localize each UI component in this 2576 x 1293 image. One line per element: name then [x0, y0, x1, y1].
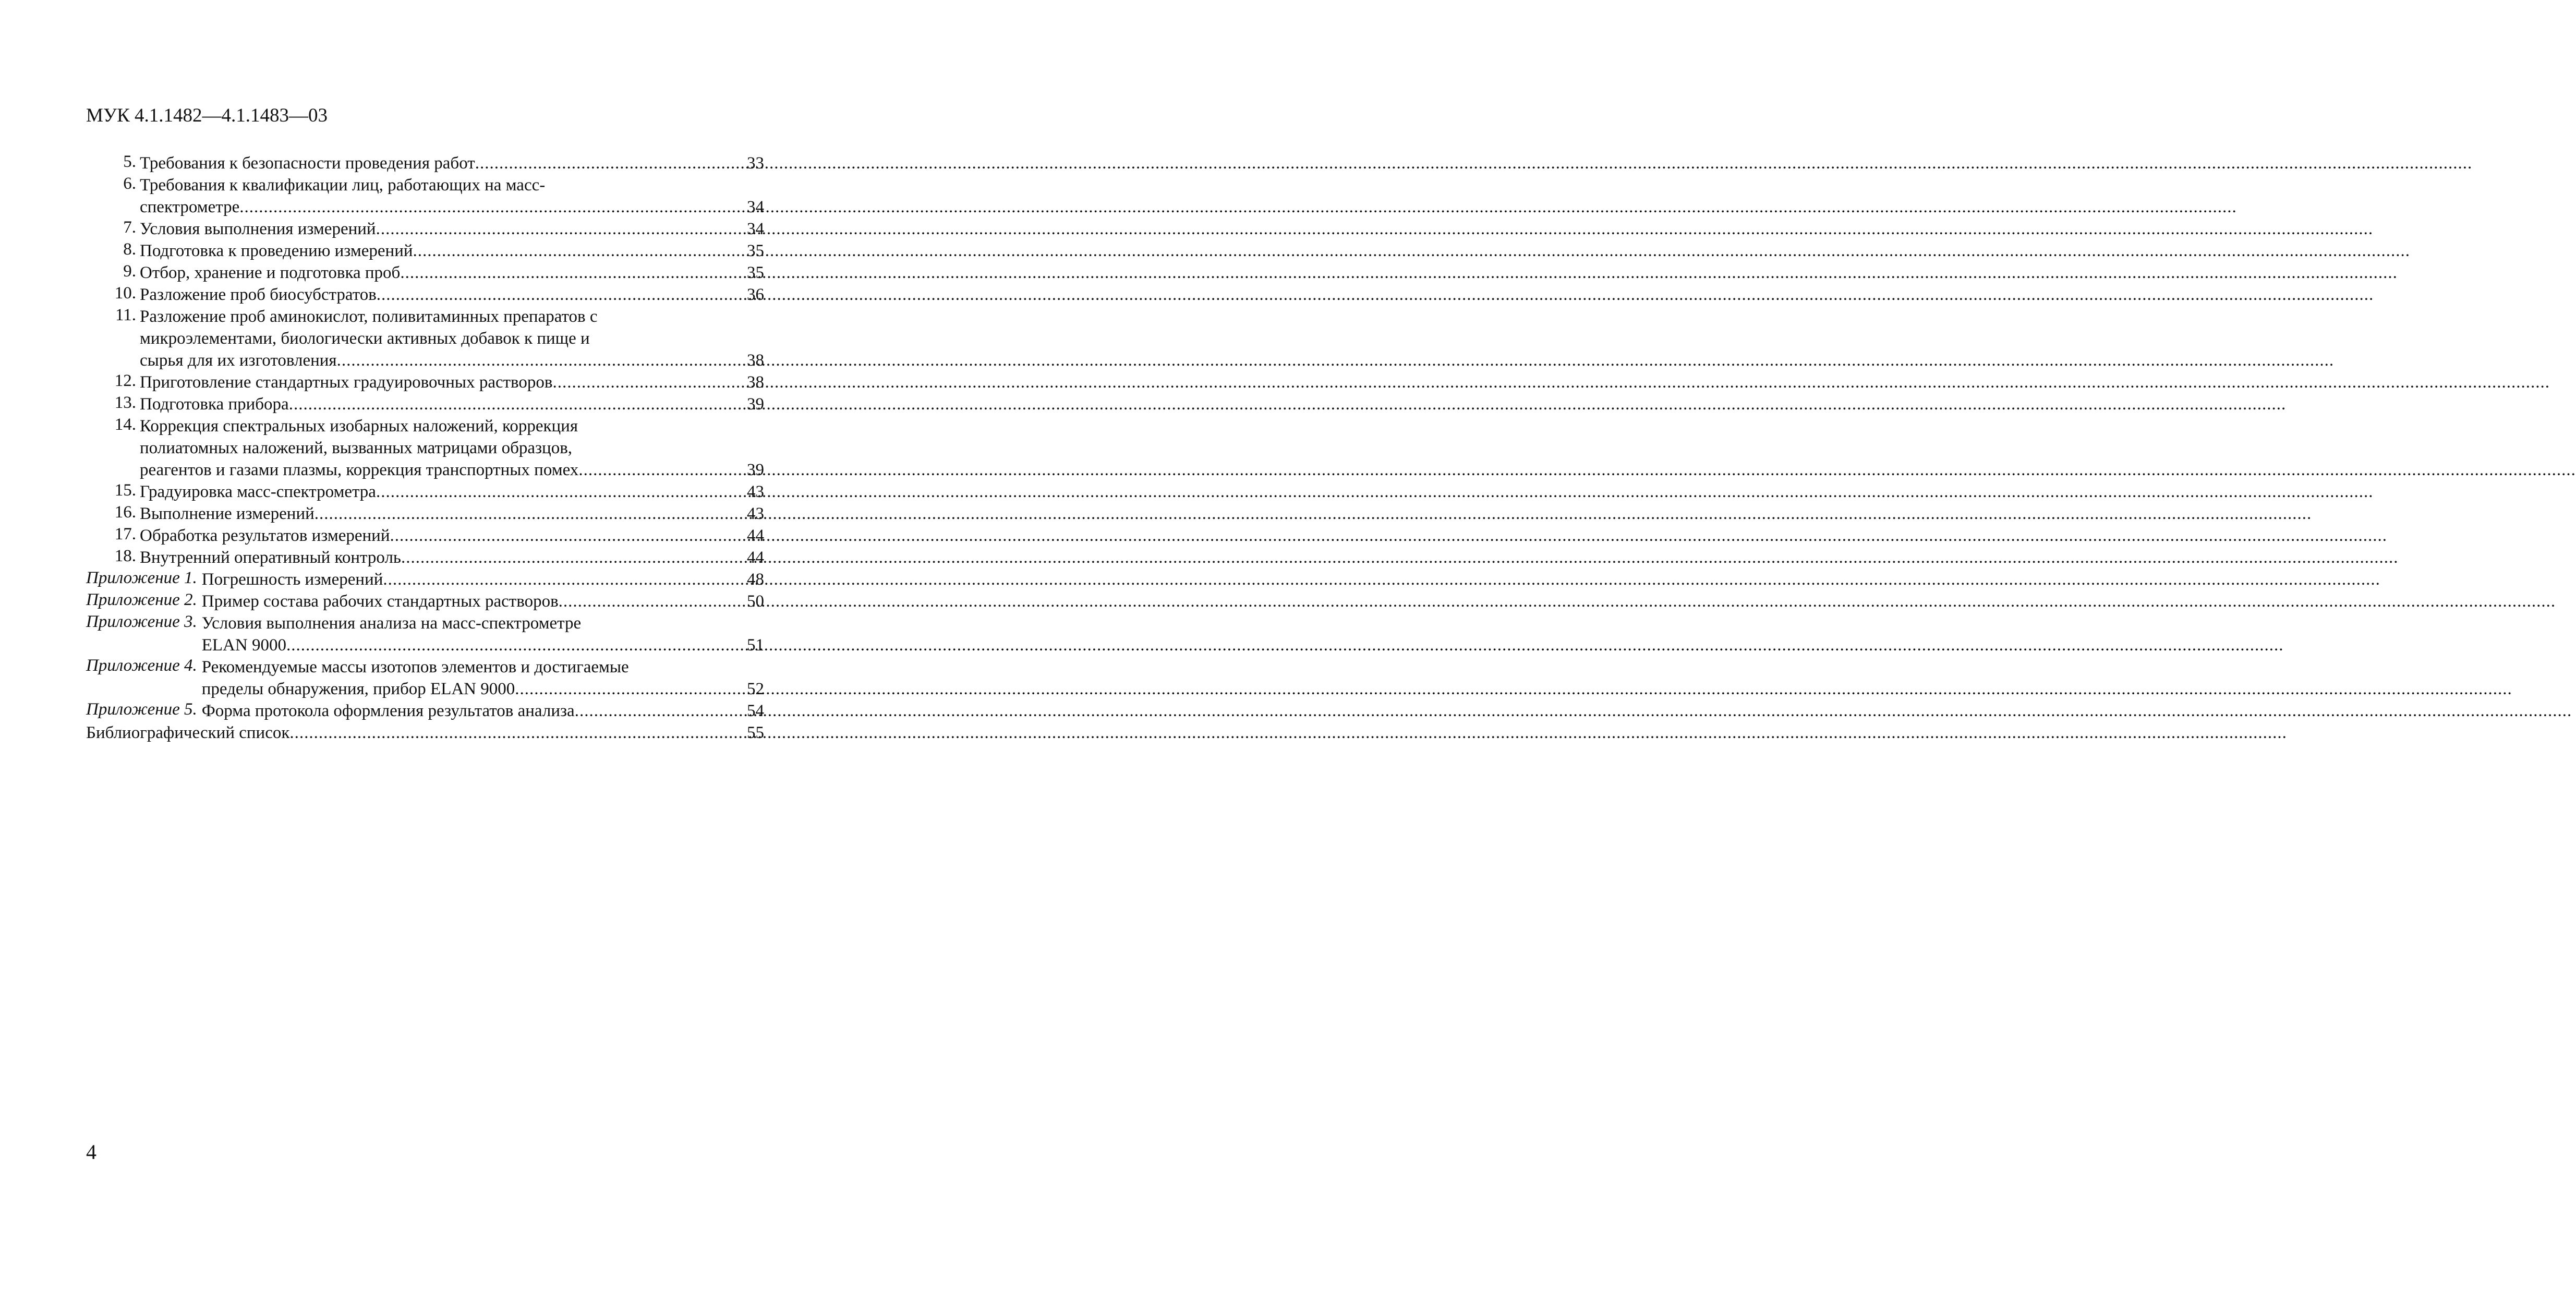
toc-entry-appendix-label: Приложение 4. — [86, 656, 197, 675]
toc-dot-leader — [390, 525, 746, 547]
toc-entry-appendix-label: Приложение 5. — [86, 700, 197, 719]
toc-entry-title: Форма протокола оформления результатов анализа — [201, 702, 575, 720]
toc-entry-number: 18. — [114, 547, 136, 565]
toc-entry — [86, 371, 764, 393]
toc-entry — [86, 503, 764, 525]
toc-dot-leader — [377, 284, 746, 306]
toc-entry-title: сырья для их изготовления — [140, 351, 337, 370]
toc-entry-page: 33 — [747, 154, 764, 173]
toc-dot-leader — [376, 218, 746, 240]
toc-entry-page: 55 — [747, 723, 764, 742]
toc-entry-page: 43 — [747, 482, 764, 501]
toc-dot-leader — [286, 634, 746, 656]
toc-entry-title: Градуировка масс-спектрометра — [140, 482, 376, 501]
toc-entry-page: 39 — [747, 461, 764, 479]
toc-entry-title: Разложение проб биосубстратов — [140, 285, 377, 304]
toc-entry-number: 16. — [114, 503, 136, 522]
toc-entry-page: 38 — [747, 373, 764, 392]
toc-entry-page: 44 — [747, 526, 764, 545]
toc-entry-title: Требования к безопасности проведения работ — [140, 154, 475, 173]
toc-entry-page: 54 — [747, 702, 764, 720]
toc-entry-title: Внутренний оперативный контроль — [140, 548, 401, 567]
toc-entry — [86, 152, 764, 174]
toc-entry-title: Выполнение измерений — [140, 504, 315, 523]
toc-dot-leader — [401, 547, 746, 569]
toc-entry-title: Погрешность измерений — [201, 570, 383, 589]
toc-entry-title: Рекомендуемые массы изотопов элементов и достигаемые — [201, 658, 629, 676]
toc-entry-title: Обработка результатов измерений — [140, 526, 390, 545]
document-header: МУК 4.1.1482—4.1.1483—03 — [86, 105, 328, 126]
toc-entry-page: 35 — [747, 263, 764, 282]
toc-entry-title: Условия выполнения анализа на масс-спектрометре — [201, 614, 582, 633]
toc-dot-leader — [337, 349, 746, 371]
toc-entry-page: 34 — [747, 198, 764, 216]
toc-dot-leader — [376, 481, 746, 503]
toc-dot-leader — [559, 590, 746, 612]
toc-dot-leader — [289, 722, 746, 744]
toc-entry-number: 8. — [123, 240, 136, 259]
toc-entry-page: 35 — [747, 241, 764, 260]
toc-entry — [86, 590, 764, 612]
toc-entry-page: 36 — [747, 285, 764, 304]
toc-dot-leader — [578, 459, 746, 481]
toc-entry-appendix-label: Приложение 1. — [86, 569, 197, 587]
toc-entry-title: Условия выполнения измерений — [140, 220, 376, 238]
toc-dot-leader — [383, 569, 746, 590]
toc-entry — [86, 525, 764, 547]
toc-entry-number: 10. — [114, 284, 136, 303]
toc-entry — [86, 722, 764, 744]
toc-entry — [86, 612, 764, 656]
toc-entry-title: микроэлементами, биологически активных добавок к пище и — [140, 329, 590, 348]
toc-entry-page: 48 — [747, 570, 764, 589]
toc-dot-leader — [315, 503, 746, 525]
toc-entry — [86, 306, 764, 371]
toc-dot-leader — [239, 196, 746, 218]
table-of-contents — [86, 152, 764, 744]
toc-entry-title: Приготовление стандартных градуировочных растворов — [140, 373, 553, 392]
toc-entry-title: Подготовка к проведению измерений — [140, 241, 413, 260]
toc-entry-title: ELAN 9000 — [201, 636, 286, 655]
toc-entry — [86, 547, 764, 569]
toc-entry — [86, 393, 764, 415]
toc-entry — [86, 218, 764, 240]
toc-entry-page: 34 — [747, 220, 764, 238]
toc-entry-number: 6. — [123, 174, 136, 193]
toc-entry-number: 9. — [123, 262, 136, 281]
toc-dot-leader — [413, 240, 746, 262]
toc-entry — [86, 174, 764, 218]
toc-entry-title: Библиографический список — [86, 723, 290, 742]
toc-entry — [86, 700, 764, 722]
toc-entry-number: 7. — [123, 218, 136, 237]
toc-entry — [86, 284, 764, 306]
toc-dot-leader — [575, 700, 746, 722]
toc-entry-title: Пример состава рабочих стандартных растворов — [201, 592, 559, 611]
toc-entry — [86, 481, 764, 503]
toc-entry-title: реагентов и газами плазмы, коррекция транспортных помех — [140, 461, 579, 479]
toc-entry — [86, 569, 764, 590]
toc-entry-title: Разложение проб аминокислот, поливитаминных препаратов с — [140, 307, 598, 326]
toc-entry-title: Коррекция спектральных изобарных наложений, коррекция — [140, 417, 578, 436]
toc-dot-leader — [289, 393, 746, 415]
toc-entry-page: 52 — [747, 680, 764, 698]
toc-entry-number: 17. — [114, 525, 136, 543]
toc-entry-title: Подготовка прибора — [140, 395, 289, 414]
toc-entry-title: спектрометре — [140, 198, 240, 216]
toc-entry — [86, 262, 764, 284]
toc-entry-number: 11. — [115, 306, 136, 324]
toc-entry-title: Требования к квалификации лиц, работающих на масс- — [140, 176, 546, 195]
toc-entry-page: 50 — [747, 592, 764, 611]
toc-entry-appendix-label: Приложение 3. — [86, 612, 197, 631]
toc-entry-appendix-label: Приложение 2. — [86, 590, 197, 609]
toc-entry-page: 39 — [747, 395, 764, 414]
toc-entry — [86, 656, 764, 700]
toc-entry-title: пределы обнаружения, прибор ELAN 9000 — [201, 680, 515, 698]
toc-entry-title: полиатомных наложений, вызванных матрицами образцов, — [140, 439, 573, 457]
toc-entry-number: 5. — [123, 152, 136, 171]
toc-entry-page: 43 — [747, 504, 764, 523]
toc-dot-leader — [400, 262, 746, 284]
toc-entry-title: Отбор, хранение и подготовка проб — [140, 263, 401, 282]
toc-dot-leader — [515, 678, 746, 700]
toc-entry — [86, 415, 764, 481]
toc-entry-number: 12. — [114, 371, 136, 390]
toc-dot-leader — [475, 152, 746, 174]
toc-entry-number: 15. — [114, 481, 136, 500]
page-number: 4 — [86, 1140, 96, 1164]
toc-entry-page: 44 — [747, 548, 764, 567]
toc-entry-number: 13. — [114, 393, 136, 412]
toc-entry — [86, 240, 764, 262]
toc-entry-page: 38 — [747, 351, 764, 370]
toc-entry-page: 51 — [747, 636, 764, 655]
toc-dot-leader — [552, 371, 746, 393]
toc-entry-number: 14. — [114, 415, 136, 434]
